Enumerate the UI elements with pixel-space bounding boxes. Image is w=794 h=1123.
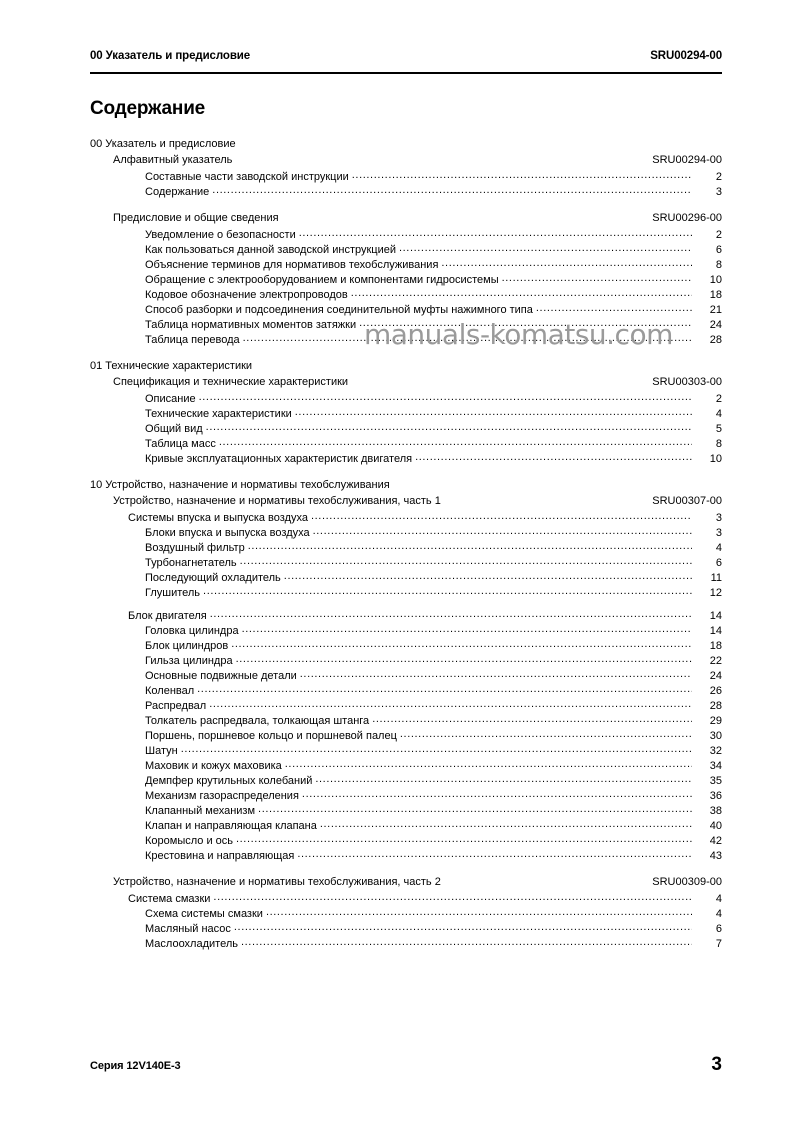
- toc-page-number: 42: [709, 835, 722, 847]
- toc-entry-row[interactable]: [90, 773, 722, 788]
- toc-entry-row[interactable]: [90, 653, 722, 668]
- toc-dot-leader: [320, 818, 692, 829]
- toc-entry-row[interactable]: [90, 891, 722, 906]
- toc-dot-leader: [236, 653, 692, 664]
- toc-page-number: 29: [709, 715, 722, 727]
- toc-entry-row[interactable]: [90, 540, 722, 555]
- toc-entry-row[interactable]: [90, 833, 722, 848]
- toc-entry-label: Схема системы смазки: [145, 908, 263, 920]
- toc-entry-label: Блок цилиндров: [145, 640, 229, 652]
- toc-entry-row[interactable]: [90, 848, 722, 863]
- toc-page-number: 8: [715, 259, 722, 271]
- watermark: manuals-komatsu.com: [364, 318, 673, 351]
- toc-page-number: 3: [715, 512, 722, 524]
- toc-page-number: 2: [715, 171, 722, 183]
- toc-entry-label: Способ разборки и подсоединения соединительной муфты нажимного типа: [145, 304, 533, 316]
- toc-entry-row[interactable]: [90, 638, 722, 653]
- toc-entry-label: Таблица перевода: [145, 334, 240, 346]
- toc-dot-leader: [258, 803, 692, 814]
- toc-entry-label: Маслоохладитель: [145, 938, 238, 950]
- toc-page-number: 18: [709, 289, 722, 301]
- toc-entry-row[interactable]: [90, 169, 722, 184]
- toc-entry-row[interactable]: [90, 227, 722, 242]
- toc-entry-label: Системы впуска и выпуска воздуха: [128, 512, 308, 524]
- toc-page-number: 24: [709, 670, 722, 682]
- toc-page-number: 28: [709, 334, 722, 346]
- toc-section-row[interactable]: [90, 376, 722, 391]
- toc-entry-label: Клапанный механизм: [145, 805, 256, 817]
- toc-dot-leader: [248, 540, 692, 551]
- toc-page-number: 10: [709, 453, 722, 465]
- footer-series-label: Серия 12V140E-3: [90, 1060, 181, 1072]
- toc-entry-row[interactable]: [90, 585, 722, 600]
- toc-page-number: 7: [715, 938, 722, 950]
- toc-section-row[interactable]: [90, 154, 722, 169]
- toc-entry-label: Объяснение терминов для нормативов техобслуживания: [145, 259, 439, 271]
- toc-entry-row[interactable]: [90, 406, 722, 421]
- toc-page-number: 28: [709, 700, 722, 712]
- toc-entry-row[interactable]: [90, 623, 722, 638]
- toc-entry-row[interactable]: [90, 257, 722, 272]
- toc-page-number: 26: [709, 685, 722, 697]
- toc-page-number: 12: [709, 587, 722, 599]
- toc-page-number: 18: [709, 640, 722, 652]
- toc-entry-label: Алфавитный указатель: [113, 154, 233, 166]
- toc-page-number: 21: [709, 304, 722, 316]
- toc-entry-row[interactable]: [90, 242, 722, 257]
- toc-entry-label: Маховик и кожух маховика: [145, 760, 282, 772]
- header-document-code: SRU00294-00: [650, 50, 722, 62]
- toc-entry-label: Толкатель распредвала, толкающая штанга: [145, 715, 370, 727]
- toc-page-number: 4: [715, 908, 722, 920]
- toc-page-number: 34: [709, 760, 722, 772]
- toc-entry-row[interactable]: [90, 683, 722, 698]
- toc-page-number: 36: [709, 790, 722, 802]
- toc-entry-label: Демпфер крутильных колебаний: [145, 775, 313, 787]
- toc-entry-row[interactable]: [90, 713, 722, 728]
- toc-entry-label: 01 Технические характеристики: [90, 360, 253, 372]
- header-chapter-label: 00 Указатель и предисловие: [90, 50, 251, 62]
- toc-dot-leader: [234, 921, 692, 932]
- toc-entry-row[interactable]: [90, 302, 722, 317]
- toc-dot-leader: [536, 302, 692, 313]
- toc-entry-label: Система смазки: [128, 893, 211, 905]
- toc-entry-row[interactable]: [90, 287, 722, 302]
- toc-dot-leader: [359, 317, 692, 328]
- toc-dot-leader: [197, 683, 692, 694]
- toc-entry-label: Технические характеристики: [145, 408, 292, 420]
- toc-entry-row[interactable]: [90, 728, 722, 743]
- toc-page-number: 10: [709, 274, 722, 286]
- toc-page-number: 32: [709, 745, 722, 757]
- toc-dot-leader: [199, 391, 692, 402]
- toc-dot-leader: [415, 451, 692, 462]
- toc-entry-label: Поршень, поршневое кольцо и поршневой палец: [145, 730, 397, 742]
- toc-entry-row[interactable]: [90, 391, 722, 406]
- toc-entry-row[interactable]: [90, 743, 722, 758]
- toc-page-number: 43: [709, 850, 722, 862]
- toc-entry-label: Обращение с электрооборудованием и компонентами гидросистемы: [145, 274, 499, 286]
- toc-entry-row[interactable]: [90, 906, 722, 921]
- toc-dot-leader: [219, 436, 692, 447]
- toc-dot-leader: [315, 773, 692, 784]
- toc-entry-label: Глушитель: [145, 587, 201, 599]
- toc-dot-leader: [213, 891, 692, 902]
- toc-entry-label: Основные подвижные детали: [145, 670, 297, 682]
- toc-dot-leader: [311, 510, 692, 521]
- toc-dot-leader: [209, 698, 692, 709]
- toc-dot-leader: [302, 788, 692, 799]
- toc-entry-row[interactable]: [90, 818, 722, 833]
- toc-entry-row[interactable]: [90, 608, 722, 623]
- toc-page-number: 11: [710, 572, 722, 584]
- toc-page-number: 8: [715, 438, 722, 450]
- toc-page-number: 30: [709, 730, 722, 742]
- toc-entry-row[interactable]: [90, 555, 722, 570]
- toc-dot-leader: [352, 169, 692, 180]
- toc-chapter-heading: [90, 360, 722, 376]
- toc-entry-label: Как пользоваться данной заводской инструкцией: [145, 244, 396, 256]
- header-rule: [90, 72, 722, 74]
- toc-entry-row[interactable]: [90, 510, 722, 525]
- toc-page-number: 3: [715, 527, 722, 539]
- toc-dot-leader: [212, 184, 692, 195]
- toc-dot-leader: [181, 743, 692, 754]
- page-title: Содержание: [90, 98, 206, 119]
- toc-entry-label: Блок двигателя: [128, 610, 207, 622]
- toc-page-number: 6: [715, 923, 722, 935]
- toc-entry-label: Предисловие и общие сведения: [113, 212, 279, 224]
- toc-spacer: [90, 199, 722, 212]
- toc-dot-leader: [372, 713, 692, 724]
- toc-dot-leader: [242, 623, 692, 634]
- toc-chapter-heading: [90, 479, 722, 495]
- page-header: [90, 50, 722, 62]
- toc-entry-label: Воздушный фильтр: [145, 542, 245, 554]
- toc-entry-row[interactable]: [90, 317, 722, 332]
- table-of-contents: [90, 138, 722, 951]
- toc-entry-label: Масляный насос: [145, 923, 231, 935]
- toc-entry-label: Блоки впуска и выпуска воздуха: [145, 527, 310, 539]
- toc-dot-leader: [313, 525, 692, 536]
- toc-entry-label: Устройство, назначение и нормативы техобслуживания, часть 2: [113, 876, 441, 888]
- toc-entry-label: Общий вид: [145, 423, 203, 435]
- toc-entry-row[interactable]: [90, 758, 722, 773]
- toc-dot-leader: [284, 570, 692, 581]
- toc-entry-label: Гильза цилиндра: [145, 655, 233, 667]
- toc-page-number: 6: [715, 557, 722, 569]
- toc-entry-label: Коленвал: [145, 685, 195, 697]
- toc-entry-row[interactable]: [90, 421, 722, 436]
- toc-dot-leader: [240, 555, 692, 566]
- toc-entry-label: Спецификация и технические характеристики: [113, 376, 349, 388]
- toc-dot-leader: [295, 406, 692, 417]
- toc-page-number: 35: [709, 775, 722, 787]
- toc-entry-label: Головка цилиндра: [145, 625, 239, 637]
- toc-page-number: 3: [715, 186, 722, 198]
- toc-dot-leader: [399, 242, 692, 253]
- toc-spacer: [90, 600, 722, 608]
- toc-page-number: 2: [715, 393, 722, 405]
- toc-dot-leader: [266, 906, 692, 917]
- toc-page-number: 38: [709, 805, 722, 817]
- toc-spacer: [90, 347, 722, 360]
- toc-entry-row[interactable]: [90, 332, 722, 347]
- toc-page-number: 4: [715, 893, 722, 905]
- toc-entry-label: 00 Указатель и предисловие: [90, 138, 236, 150]
- toc-entry-label: Шатун: [145, 745, 178, 757]
- toc-entry-row[interactable]: [90, 451, 722, 466]
- toc-entry-label: Таблица нормативных моментов затяжки: [145, 319, 357, 331]
- toc-entry-label: Механизм газораспределения: [145, 790, 299, 802]
- toc-dot-leader: [285, 758, 692, 769]
- toc-dot-leader: [441, 257, 692, 268]
- toc-section-code: SRU00309-00: [652, 876, 722, 888]
- toc-entry-row[interactable]: [90, 936, 722, 951]
- toc-entry-row[interactable]: [90, 184, 722, 199]
- toc-entry-row[interactable]: [90, 272, 722, 287]
- toc-section-code: SRU00296-00: [652, 212, 722, 224]
- toc-entry-label: 10 Устройство, назначение и нормативы техобслуживания: [90, 479, 390, 491]
- toc-entry-row[interactable]: [90, 921, 722, 936]
- toc-entry-row[interactable]: [90, 788, 722, 803]
- toc-entry-label: Последующий охладитель: [145, 572, 281, 584]
- toc-spacer: [90, 466, 722, 479]
- toc-page-number: 6: [715, 244, 722, 256]
- toc-entry-label: Клапан и направляющая клапана: [145, 820, 317, 832]
- toc-page-number: 14: [709, 610, 722, 622]
- toc-entry-row[interactable]: [90, 570, 722, 585]
- toc-dot-leader: [300, 668, 692, 679]
- toc-entry-row[interactable]: [90, 698, 722, 713]
- toc-chapter-heading: [90, 138, 722, 154]
- toc-section-code: SRU00307-00: [652, 495, 722, 507]
- toc-page-number: 24: [709, 319, 722, 331]
- toc-dot-leader: [297, 848, 692, 859]
- toc-entry-label: Таблица масс: [145, 438, 216, 450]
- toc-section-row[interactable]: [90, 495, 722, 510]
- toc-page-number: 4: [715, 542, 722, 554]
- toc-entry-row[interactable]: [90, 436, 722, 451]
- toc-dot-leader: [241, 936, 692, 947]
- toc-entry-label: Распредвал: [145, 700, 207, 712]
- toc-section-row[interactable]: [90, 876, 722, 891]
- toc-entry-label: Уведомление о безопасности: [145, 229, 296, 241]
- toc-dot-leader: [231, 638, 692, 649]
- toc-page-number: 2: [715, 229, 722, 241]
- toc-spacer: [90, 863, 722, 876]
- toc-section-row[interactable]: [90, 212, 722, 227]
- toc-dot-leader: [206, 421, 692, 432]
- toc-entry-label: Содержание: [145, 186, 210, 198]
- toc-page-number: 14: [709, 625, 722, 637]
- toc-section-code: SRU00303-00: [652, 376, 722, 388]
- toc-page-number: 40: [709, 820, 722, 832]
- toc-entry-row[interactable]: [90, 803, 722, 818]
- toc-dot-leader: [210, 608, 692, 619]
- toc-entry-label: Крестовина и направляющая: [145, 850, 295, 862]
- toc-page-number: 4: [715, 408, 722, 420]
- toc-dot-leader: [243, 332, 692, 343]
- toc-dot-leader: [502, 272, 692, 283]
- toc-entry-row[interactable]: [90, 525, 722, 540]
- toc-dot-leader: [236, 833, 692, 844]
- toc-page-number: 5: [715, 423, 722, 435]
- toc-dot-leader: [203, 585, 692, 596]
- toc-section-code: SRU00294-00: [652, 154, 722, 166]
- toc-entry-label: Коромысло и ось: [145, 835, 233, 847]
- toc-entry-label: Турбонагнетатель: [145, 557, 237, 569]
- toc-entry-label: Кривые эксплуатационных характеристик двигателя: [145, 453, 413, 465]
- toc-entry-label: Описание: [145, 393, 196, 405]
- toc-entry-label: Устройство, назначение и нормативы техобслуживания, часть 1: [113, 495, 441, 507]
- toc-dot-leader: [351, 287, 692, 298]
- toc-entry-label: Составные части заводской инструкции: [145, 171, 349, 183]
- toc-page-number: 22: [709, 655, 722, 667]
- toc-dot-leader: [299, 227, 692, 238]
- toc-entry-row[interactable]: [90, 668, 722, 683]
- toc-dot-leader: [400, 728, 692, 739]
- footer-page-number: 3: [711, 1054, 722, 1075]
- toc-entry-label: Кодовое обозначение электропроводов: [145, 289, 348, 301]
